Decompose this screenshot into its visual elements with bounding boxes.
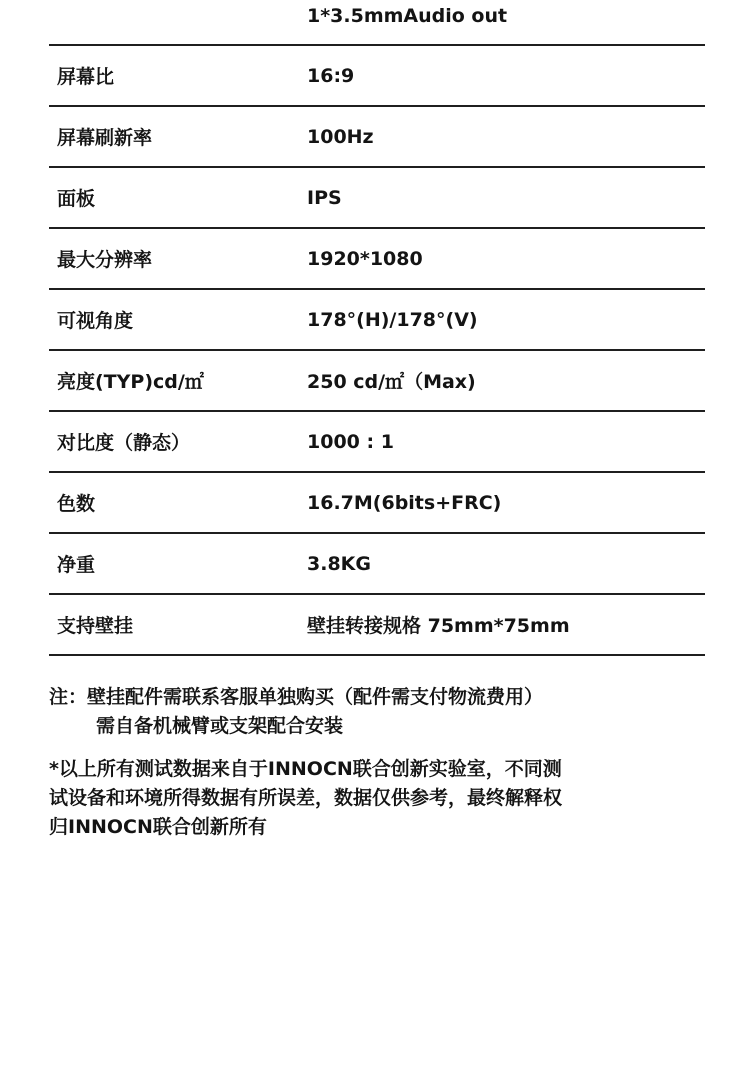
spec-row-net-weight	[49, 534, 705, 595]
spec-value: 250 cd/㎡（Max)	[307, 371, 476, 393]
spec-label: 亮度(TYP)cd/㎡	[57, 371, 204, 393]
spec-value: 16:9	[307, 64, 355, 87]
wall-mount-note	[49, 683, 709, 741]
spec-row-max-resolution	[49, 229, 705, 290]
spec-label: 色数	[57, 493, 96, 515]
spec-value: 100Hz	[307, 125, 374, 148]
note-line: 注：壁挂配件需联系客服单独购买（配件需支付物流费用）	[49, 686, 544, 708]
spec-label: 可视角度	[57, 310, 134, 332]
disclaimer-line: *以上所有测试数据来自于INNOCN联合创新实验室，不同测	[49, 758, 562, 780]
spec-label: 最大分辨率	[57, 249, 153, 271]
spec-value: 16.7M(6bits+FRC)	[307, 491, 502, 514]
disclaimer-line: 归INNOCN联合创新所有	[49, 816, 267, 838]
spec-value: 3.8KG	[307, 552, 371, 575]
spec-row-contrast	[49, 412, 705, 473]
spec-value: 1000 : 1	[307, 430, 394, 453]
spec-value: 1920*1080	[307, 247, 423, 270]
test-data-disclaimer	[49, 755, 709, 842]
spec-row-audio-out	[49, 0, 705, 46]
spec-label: 对比度（静态）	[57, 432, 191, 454]
spec-table	[49, 0, 705, 656]
spec-row-brightness	[49, 351, 705, 412]
spec-row-wall-mount	[49, 595, 705, 656]
spec-row-panel	[49, 168, 705, 229]
spec-row-aspect-ratio	[49, 46, 705, 107]
spec-label: 屏幕比	[57, 66, 115, 88]
spec-label: 面板	[57, 188, 96, 210]
spec-label: 支持壁挂	[57, 615, 134, 637]
spec-row-refresh-rate	[49, 107, 705, 168]
spec-value: IPS	[307, 186, 342, 209]
spec-value: 壁挂转接规格 75mm*75mm	[307, 615, 570, 637]
spec-row-colors	[49, 473, 705, 534]
disclaimer-line: 试设备和环境所得数据有所误差，数据仅供参考，最终解释权	[49, 787, 563, 809]
spec-value: 178°(H)/178°(V)	[307, 308, 478, 331]
spec-label: 净重	[57, 554, 96, 576]
spec-row-viewing-angle	[49, 290, 705, 351]
note-line: 需自备机械臂或支架配合安装	[96, 715, 344, 737]
spec-label: 屏幕刷新率	[57, 127, 153, 149]
spec-value: 1*3.5mmAudio out	[307, 5, 508, 27]
